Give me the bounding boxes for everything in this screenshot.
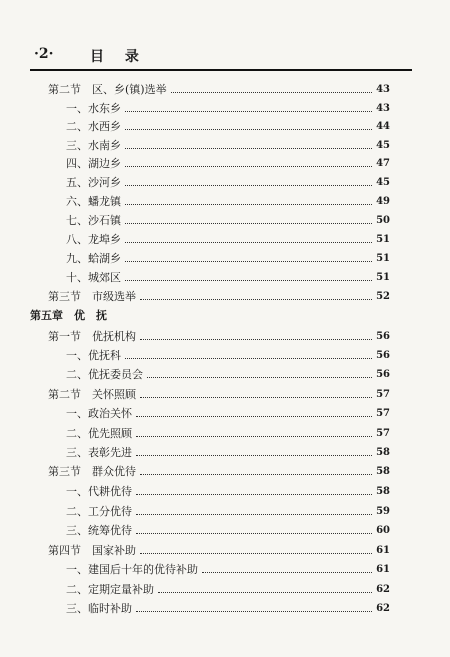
toc-entry-label: 一、优抚科 (66, 349, 121, 362)
toc-entry-chapter (30, 306, 390, 324)
leader-dots (125, 242, 372, 243)
leader-dots (140, 553, 372, 554)
toc-entry-page: 43 (376, 102, 390, 114)
page-title: 目 录 (90, 49, 147, 65)
leader-dots (140, 397, 372, 398)
toc-entry-label: 二、水西乡 (66, 120, 121, 133)
toc-entry-subsection (66, 560, 390, 578)
toc-entry-subsection (66, 502, 390, 520)
leader-dots (136, 611, 372, 612)
toc-entry-label: 八、龙埠乡 (66, 233, 121, 246)
leader-dots (125, 111, 372, 112)
toc-entry-label: 六、蟠龙镇 (66, 195, 121, 208)
toc-entry-label: 第二节 区、乡(镇)选举 (48, 83, 167, 96)
toc-entry-page: 51 (376, 233, 390, 245)
toc-entry-subsection (66, 249, 390, 267)
toc-entry-page: 62 (376, 583, 390, 595)
toc-entry-section (48, 385, 390, 403)
toc-entry-page: 57 (376, 388, 390, 400)
toc-entry-subsection (66, 154, 390, 172)
toc-entry-subsection (66, 346, 390, 364)
toc-entry-page: 56 (376, 349, 390, 361)
leader-dots (136, 416, 372, 417)
leader-dots (136, 436, 372, 437)
toc-entry-label: 二、优抚委员会 (66, 368, 143, 381)
toc-entry-subsection (66, 443, 390, 461)
toc-entry-label: 四、湖边乡 (66, 157, 121, 170)
toc-entry-section (48, 462, 390, 480)
toc-entry-page: 57 (376, 407, 390, 419)
toc-entry-label: 一、水东乡 (66, 102, 121, 115)
toc-entry-label: 九、蛤湖乡 (66, 252, 121, 265)
leader-dots (136, 514, 372, 515)
toc-entry-label: 二、工分优待 (66, 505, 132, 518)
toc-entry-subsection (66, 192, 390, 210)
toc-entry-section (48, 287, 390, 305)
leader-dots (171, 92, 372, 93)
toc-entry-page: 51 (376, 252, 390, 264)
toc-entry-label: 一、政治关怀 (66, 407, 132, 420)
leader-dots (140, 339, 372, 340)
leader-dots (125, 166, 372, 167)
toc-entry-subsection (66, 211, 390, 229)
leader-dots (158, 592, 372, 593)
toc-entry-label: 三、临时补助 (66, 602, 132, 615)
toc-entry-label: 三、表彰先进 (66, 446, 132, 459)
toc-entry-label: 一、建国后十年的优待补助 (66, 563, 198, 576)
toc-entry-section (48, 327, 390, 345)
toc-entry-section (48, 80, 390, 98)
toc-entry-subsection (66, 230, 390, 248)
toc-entry-subsection (66, 268, 390, 286)
toc-entry-page: 62 (376, 602, 390, 614)
leader-dots (136, 494, 372, 495)
toc-entry-subsection (66, 136, 390, 154)
toc-entry-subsection (66, 482, 390, 500)
leader-dots (147, 377, 372, 378)
toc-entry-page: 58 (376, 485, 390, 497)
toc-entry-label: 三、水南乡 (66, 139, 121, 152)
leader-dots (125, 223, 372, 224)
toc-entry-label: 第二节 关怀照顾 (48, 388, 136, 401)
leader-dots (125, 204, 372, 205)
toc-entry-page: 56 (376, 330, 390, 342)
toc-entry-page: 44 (376, 120, 390, 132)
toc-entry-subsection (66, 521, 390, 539)
toc-entry-label: 一、代耕优待 (66, 485, 132, 498)
leader-dots (125, 185, 372, 186)
toc-entry-page: 45 (376, 139, 390, 151)
toc-entry-label: 二、优先照顾 (66, 427, 132, 440)
toc-entry-page: 59 (376, 505, 390, 517)
toc-entry-subsection (66, 365, 390, 383)
toc-entry-page: 58 (376, 465, 390, 477)
toc-entry-page: 57 (376, 427, 390, 439)
toc-entry-page: 43 (376, 83, 390, 95)
toc-entry-page: 49 (376, 195, 390, 207)
toc-entry-label: 第五章 优 抚 (30, 309, 107, 322)
leader-dots (136, 533, 372, 534)
leader-dots (125, 280, 372, 281)
toc-entry-page: 52 (376, 290, 390, 302)
toc-entry-section (48, 541, 390, 559)
toc-entry-label: 第三节 群众优待 (48, 465, 136, 478)
leader-dots (202, 572, 372, 573)
toc-entry-page: 45 (376, 176, 390, 188)
toc-entry-subsection (66, 173, 390, 191)
toc-entry-page: 47 (376, 157, 390, 169)
leader-dots (125, 358, 372, 359)
leader-dots (140, 474, 372, 475)
toc-entry-subsection (66, 404, 390, 422)
toc-entry-page: 51 (376, 271, 390, 283)
toc-entry-subsection (66, 599, 390, 617)
leader-dots (136, 455, 372, 456)
toc-entry-label: 第三节 市级选举 (48, 290, 136, 303)
toc-entry-label: 二、定期定量补助 (66, 583, 154, 596)
toc-entry-subsection (66, 117, 390, 135)
toc-entry-page: 61 (376, 544, 390, 556)
leader-dots (140, 299, 372, 300)
toc-entry-label: 七、沙石镇 (66, 214, 121, 227)
toc-entry-label: 三、统筹优待 (66, 524, 132, 537)
toc-entry-label: 第四节 国家补助 (48, 544, 136, 557)
toc-entry-page: 58 (376, 446, 390, 458)
toc-entry-page: 60 (376, 524, 390, 536)
toc-entry-label: 五、沙河乡 (66, 176, 121, 189)
toc-entry-subsection (66, 99, 390, 117)
toc-entry-label: 十、城郊区 (66, 271, 121, 284)
leader-dots (125, 148, 372, 149)
leader-dots (125, 261, 372, 262)
toc-entry-page: 56 (376, 368, 390, 380)
leader-dots (125, 129, 372, 130)
toc-entry-subsection (66, 424, 390, 442)
toc-entry-page: 61 (376, 563, 390, 575)
toc-entry-subsection (66, 580, 390, 598)
toc-entry-label: 第一节 优抚机构 (48, 330, 136, 343)
toc-entry-page: 50 (376, 214, 390, 226)
page-number: ·2· (34, 46, 54, 62)
